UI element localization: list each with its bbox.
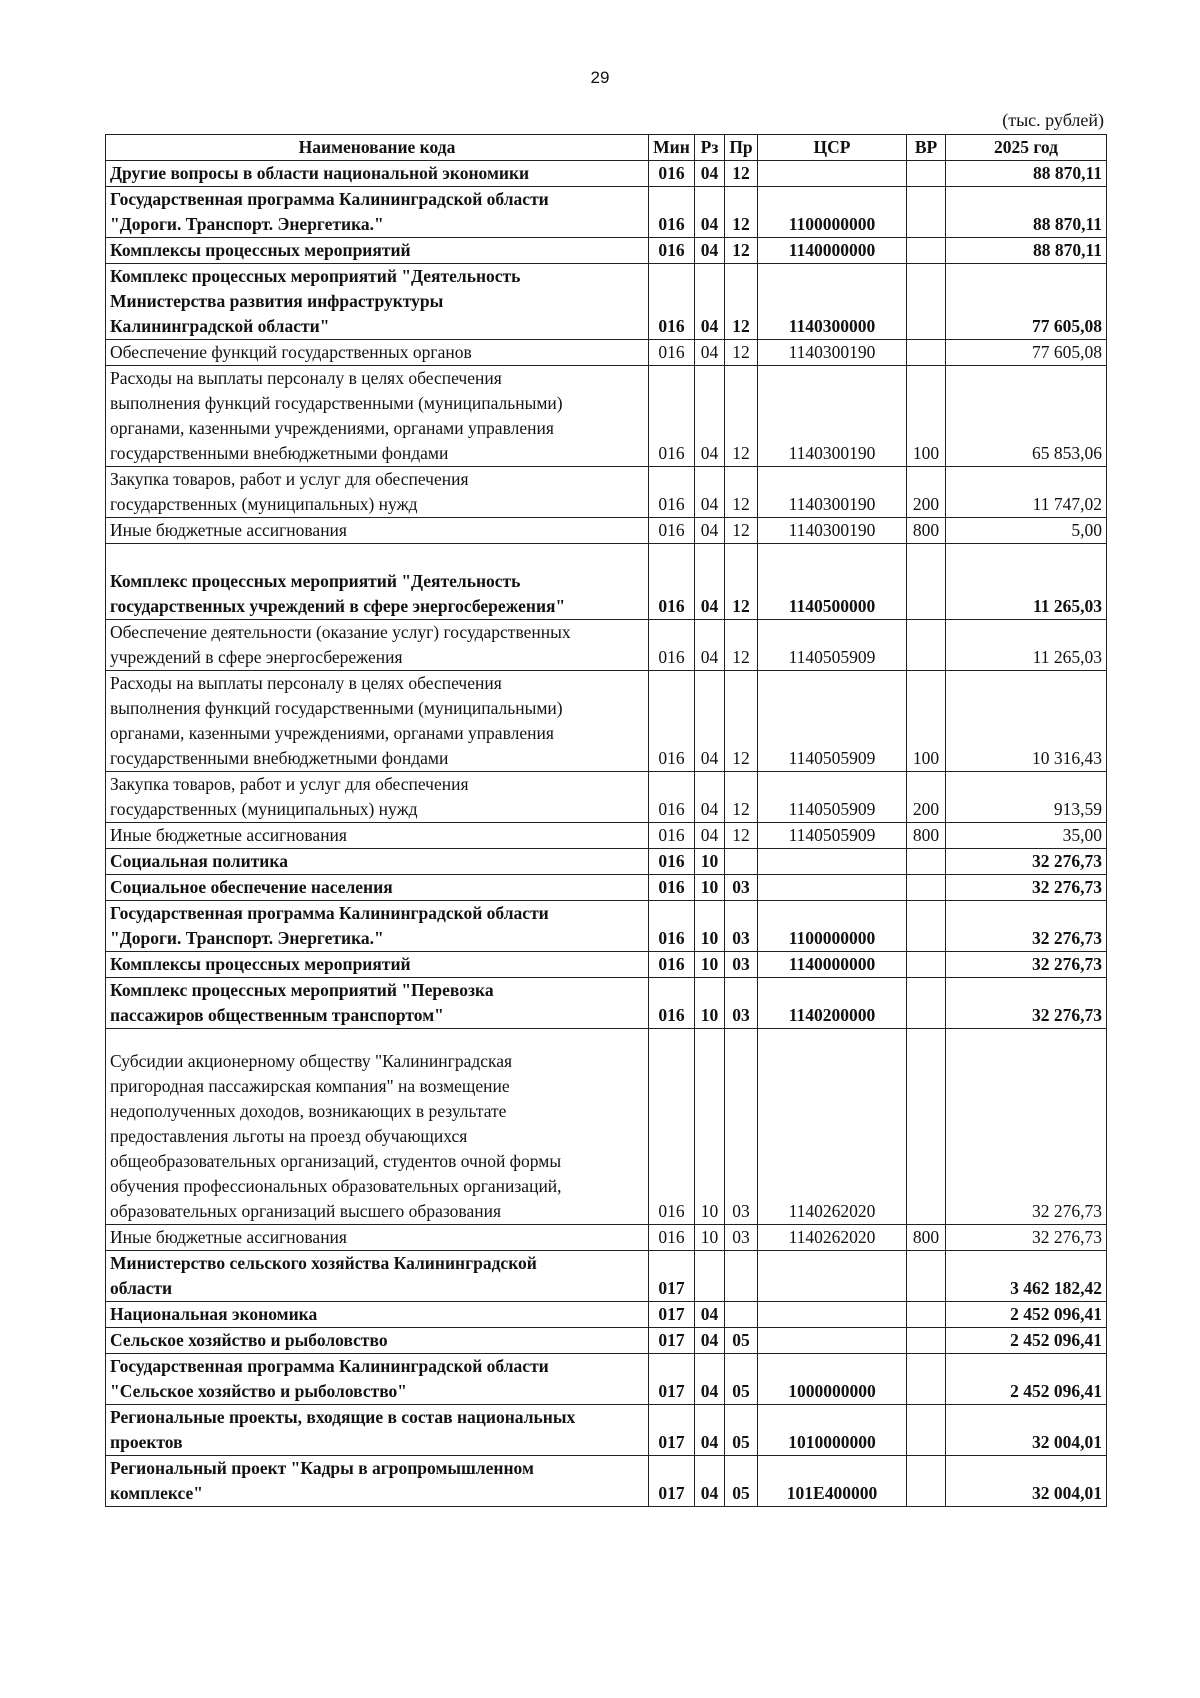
row-min: 016 bbox=[649, 875, 695, 901]
row-sum: 77 605,08 bbox=[946, 340, 1107, 366]
row-rz: 04 bbox=[695, 161, 725, 187]
row-vr: 200 bbox=[907, 772, 946, 823]
row-min: 016 bbox=[649, 823, 695, 849]
row-vr bbox=[907, 340, 946, 366]
row-csr: 1140262020 bbox=[758, 1029, 907, 1225]
row-sum: 32 276,73 bbox=[946, 849, 1107, 875]
row-min: 017 bbox=[649, 1405, 695, 1456]
table-row bbox=[106, 1328, 1107, 1354]
row-name: Расходы на выплаты персоналу в целях обеспечения выполнения функций государственными (муниципальными) органами, казенными учреждениями, органами управления государственными внебюджетными фондами bbox=[106, 671, 649, 772]
row-vr bbox=[907, 1302, 946, 1328]
row-vr: 100 bbox=[907, 366, 946, 467]
row-sum: 913,59 bbox=[946, 772, 1107, 823]
row-csr bbox=[758, 875, 907, 901]
row-name: Комплексы процессных мероприятий bbox=[106, 952, 649, 978]
row-pr: 12 bbox=[725, 544, 758, 620]
row-name: Субсидии акционерному обществу "Калининградская пригородная пассажирская компания" на возмещение недополученных доходов, возникающих в результате предоставления льготы на проезд обучающихся общеобразовательных организаций, студентов очной формы обучения профессиональных образовательных организаций, образовательных организаций высшего образования bbox=[106, 1029, 649, 1225]
row-rz: 04 bbox=[695, 467, 725, 518]
row-pr bbox=[725, 849, 758, 875]
row-pr: 03 bbox=[725, 1225, 758, 1251]
row-rz: 04 bbox=[695, 1302, 725, 1328]
row-rz: 04 bbox=[695, 187, 725, 238]
row-sum: 32 276,73 bbox=[946, 952, 1107, 978]
row-min: 017 bbox=[649, 1302, 695, 1328]
table-row bbox=[106, 264, 1107, 340]
row-vr bbox=[907, 1405, 946, 1456]
row-csr: 1140300190 bbox=[758, 340, 907, 366]
row-name: Сельское хозяйство и рыболовство bbox=[106, 1328, 649, 1354]
row-vr bbox=[907, 1354, 946, 1405]
row-min: 016 bbox=[649, 1029, 695, 1225]
row-name: Иные бюджетные ассигнования bbox=[106, 518, 649, 544]
row-vr bbox=[907, 161, 946, 187]
row-csr: 1140300000 bbox=[758, 264, 907, 340]
row-csr bbox=[758, 1302, 907, 1328]
row-min: 016 bbox=[649, 518, 695, 544]
row-rz: 10 bbox=[695, 849, 725, 875]
row-rz bbox=[695, 1251, 725, 1302]
row-sum: 32 276,73 bbox=[946, 875, 1107, 901]
row-name: Социальное обеспечение населения bbox=[106, 875, 649, 901]
row-csr: 1010000000 bbox=[758, 1405, 907, 1456]
row-sum: 88 870,11 bbox=[946, 238, 1107, 264]
row-min: 016 bbox=[649, 161, 695, 187]
table-row bbox=[106, 875, 1107, 901]
row-min: 016 bbox=[649, 366, 695, 467]
row-pr: 12 bbox=[725, 340, 758, 366]
table-header-row bbox=[106, 135, 1107, 161]
row-min: 016 bbox=[649, 187, 695, 238]
row-pr bbox=[725, 1302, 758, 1328]
row-csr: 1140500000 bbox=[758, 544, 907, 620]
table-row bbox=[106, 1251, 1107, 1302]
row-pr bbox=[725, 1251, 758, 1302]
row-min: 016 bbox=[649, 264, 695, 340]
table-row bbox=[106, 161, 1107, 187]
row-vr bbox=[907, 978, 946, 1029]
row-min: 016 bbox=[649, 671, 695, 772]
table-row bbox=[106, 187, 1107, 238]
row-csr: 101E400000 bbox=[758, 1456, 907, 1507]
row-csr: 1140262020 bbox=[758, 1225, 907, 1251]
row-csr: 1140505909 bbox=[758, 772, 907, 823]
row-rz: 04 bbox=[695, 340, 725, 366]
row-sum: 11 265,03 bbox=[946, 544, 1107, 620]
row-min: 016 bbox=[649, 238, 695, 264]
row-vr bbox=[907, 952, 946, 978]
row-rz: 04 bbox=[695, 671, 725, 772]
row-name: Иные бюджетные ассигнования bbox=[106, 823, 649, 849]
header-min: Мин bbox=[649, 135, 695, 161]
header-year: 2025 год bbox=[946, 135, 1107, 161]
row-rz: 04 bbox=[695, 366, 725, 467]
row-min: 017 bbox=[649, 1354, 695, 1405]
row-vr bbox=[907, 238, 946, 264]
row-name: Иные бюджетные ассигнования bbox=[106, 1225, 649, 1251]
row-csr bbox=[758, 849, 907, 875]
header-pr: Пр bbox=[725, 135, 758, 161]
row-vr bbox=[907, 901, 946, 952]
row-csr bbox=[758, 1328, 907, 1354]
row-pr: 12 bbox=[725, 238, 758, 264]
row-rz: 04 bbox=[695, 772, 725, 823]
row-csr: 1140300190 bbox=[758, 366, 907, 467]
row-sum: 5,00 bbox=[946, 518, 1107, 544]
row-rz: 10 bbox=[695, 1225, 725, 1251]
table-row bbox=[106, 1405, 1107, 1456]
page-number: 29 bbox=[590, 68, 610, 87]
header-name: Наименование кода bbox=[106, 135, 649, 161]
row-min: 017 bbox=[649, 1456, 695, 1507]
row-rz: 04 bbox=[695, 264, 725, 340]
row-sum: 2 452 096,41 bbox=[946, 1354, 1107, 1405]
table-row bbox=[106, 823, 1107, 849]
row-name: Другие вопросы в области национальной экономики bbox=[106, 161, 649, 187]
row-min: 016 bbox=[649, 901, 695, 952]
row-name: Обеспечение функций государственных органов bbox=[106, 340, 649, 366]
row-name: Обеспечение деятельности (оказание услуг) государственных учреждений в сфере энергосбережения bbox=[106, 620, 649, 671]
row-vr: 800 bbox=[907, 823, 946, 849]
row-vr bbox=[907, 849, 946, 875]
row-csr bbox=[758, 161, 907, 187]
row-vr bbox=[907, 1251, 946, 1302]
row-sum: 3 462 182,42 bbox=[946, 1251, 1107, 1302]
row-rz: 04 bbox=[695, 1405, 725, 1456]
row-min: 016 bbox=[649, 467, 695, 518]
row-pr: 03 bbox=[725, 901, 758, 952]
budget-table bbox=[105, 134, 1107, 1507]
table-row bbox=[106, 620, 1107, 671]
row-pr: 03 bbox=[725, 952, 758, 978]
row-rz: 10 bbox=[695, 978, 725, 1029]
row-pr: 12 bbox=[725, 518, 758, 544]
row-sum: 32 276,73 bbox=[946, 901, 1107, 952]
table-row bbox=[106, 978, 1107, 1029]
table-row bbox=[106, 238, 1107, 264]
units-label: (тыс. рублей) bbox=[1002, 110, 1104, 130]
row-name: Государственная программа Калининградской области "Сельское хозяйство и рыболовство" bbox=[106, 1354, 649, 1405]
row-pr: 12 bbox=[725, 671, 758, 772]
row-csr: 1140000000 bbox=[758, 952, 907, 978]
row-vr bbox=[907, 264, 946, 340]
row-pr: 12 bbox=[725, 161, 758, 187]
row-min: 016 bbox=[649, 340, 695, 366]
row-csr: 1100000000 bbox=[758, 901, 907, 952]
row-name: Закупка товаров, работ и услуг для обеспечения государственных (муниципальных) нужд bbox=[106, 467, 649, 518]
table-row bbox=[106, 849, 1107, 875]
row-csr: 1140300190 bbox=[758, 518, 907, 544]
row-min: 016 bbox=[649, 978, 695, 1029]
row-sum: 11 265,03 bbox=[946, 620, 1107, 671]
table-row bbox=[106, 1225, 1107, 1251]
row-sum: 77 605,08 bbox=[946, 264, 1107, 340]
row-vr bbox=[907, 1456, 946, 1507]
row-min: 016 bbox=[649, 544, 695, 620]
row-rz: 10 bbox=[695, 875, 725, 901]
row-rz: 04 bbox=[695, 1328, 725, 1354]
table-row bbox=[106, 1354, 1107, 1405]
row-sum: 35,00 bbox=[946, 823, 1107, 849]
table-row bbox=[106, 901, 1107, 952]
row-name: Комплекс процессных мероприятий "Деятельность Министерства развития инфраструктуры Калининградской области" bbox=[106, 264, 649, 340]
table-row bbox=[106, 671, 1107, 772]
row-rz: 04 bbox=[695, 544, 725, 620]
row-name: Социальная политика bbox=[106, 849, 649, 875]
row-vr: 800 bbox=[907, 1225, 946, 1251]
row-min: 016 bbox=[649, 620, 695, 671]
row-name: Национальная экономика bbox=[106, 1302, 649, 1328]
row-rz: 04 bbox=[695, 620, 725, 671]
row-csr: 1000000000 bbox=[758, 1354, 907, 1405]
row-rz: 04 bbox=[695, 1456, 725, 1507]
row-pr: 03 bbox=[725, 1029, 758, 1225]
header-vr: ВР bbox=[907, 135, 946, 161]
table-row bbox=[106, 1456, 1107, 1507]
row-csr bbox=[758, 1251, 907, 1302]
row-min: 017 bbox=[649, 1251, 695, 1302]
row-rz: 04 bbox=[695, 518, 725, 544]
table-row bbox=[106, 366, 1107, 467]
table-row bbox=[106, 952, 1107, 978]
row-csr: 1140300190 bbox=[758, 467, 907, 518]
row-name: Закупка товаров, работ и услуг для обеспечения государственных (муниципальных) нужд bbox=[106, 772, 649, 823]
row-vr bbox=[907, 187, 946, 238]
row-min: 016 bbox=[649, 772, 695, 823]
row-name: Региональные проекты, входящие в состав национальных проектов bbox=[106, 1405, 649, 1456]
row-rz: 04 bbox=[695, 238, 725, 264]
table-row bbox=[106, 544, 1107, 620]
row-vr: 800 bbox=[907, 518, 946, 544]
row-pr: 03 bbox=[725, 875, 758, 901]
row-rz: 04 bbox=[695, 1354, 725, 1405]
row-sum: 10 316,43 bbox=[946, 671, 1107, 772]
row-min: 016 bbox=[649, 849, 695, 875]
row-pr: 05 bbox=[725, 1328, 758, 1354]
row-pr: 05 bbox=[725, 1405, 758, 1456]
row-min: 016 bbox=[649, 952, 695, 978]
row-pr: 12 bbox=[725, 264, 758, 340]
row-sum: 65 853,06 bbox=[946, 366, 1107, 467]
row-pr: 12 bbox=[725, 467, 758, 518]
table-row bbox=[106, 772, 1107, 823]
row-rz: 10 bbox=[695, 901, 725, 952]
row-pr: 12 bbox=[725, 772, 758, 823]
table-row bbox=[106, 467, 1107, 518]
row-sum: 11 747,02 bbox=[946, 467, 1107, 518]
row-name: Комплекс процессных мероприятий "Деятельность государственных учреждений в сфере энергосбережения" bbox=[106, 544, 649, 620]
row-csr: 1140505909 bbox=[758, 620, 907, 671]
header-rz: Рз bbox=[695, 135, 725, 161]
row-vr: 100 bbox=[907, 671, 946, 772]
row-csr: 1100000000 bbox=[758, 187, 907, 238]
row-sum: 2 452 096,41 bbox=[946, 1328, 1107, 1354]
row-vr bbox=[907, 875, 946, 901]
row-pr: 12 bbox=[725, 366, 758, 467]
row-name: Расходы на выплаты персоналу в целях обеспечения выполнения функций государственными (муниципальными) органами, казенными учреждениями, органами управления государственными внебюджетными фондами bbox=[106, 366, 649, 467]
row-sum: 32 004,01 bbox=[946, 1456, 1107, 1507]
row-name: Комплексы процессных мероприятий bbox=[106, 238, 649, 264]
row-sum: 32 276,73 bbox=[946, 1029, 1107, 1225]
row-min: 016 bbox=[649, 1225, 695, 1251]
row-rz: 04 bbox=[695, 823, 725, 849]
row-name: Министерство сельского хозяйства Калининградской области bbox=[106, 1251, 649, 1302]
header-csr: ЦСР bbox=[758, 135, 907, 161]
row-sum: 32 004,01 bbox=[946, 1405, 1107, 1456]
row-name: Государственная программа Калининградской области "Дороги. Транспорт. Энергетика." bbox=[106, 187, 649, 238]
row-vr: 200 bbox=[907, 467, 946, 518]
row-sum: 88 870,11 bbox=[946, 161, 1107, 187]
row-pr: 05 bbox=[725, 1456, 758, 1507]
row-pr: 03 bbox=[725, 978, 758, 1029]
row-name: Государственная программа Калининградской области "Дороги. Транспорт. Энергетика." bbox=[106, 901, 649, 952]
row-vr bbox=[907, 1328, 946, 1354]
row-csr: 1140505909 bbox=[758, 671, 907, 772]
row-sum: 88 870,11 bbox=[946, 187, 1107, 238]
row-vr bbox=[907, 544, 946, 620]
row-sum: 32 276,73 bbox=[946, 978, 1107, 1029]
row-vr bbox=[907, 620, 946, 671]
row-min: 017 bbox=[649, 1328, 695, 1354]
row-pr: 12 bbox=[725, 187, 758, 238]
row-sum: 32 276,73 bbox=[946, 1225, 1107, 1251]
row-csr: 1140505909 bbox=[758, 823, 907, 849]
row-rz: 10 bbox=[695, 952, 725, 978]
table-row bbox=[106, 1302, 1107, 1328]
table-row bbox=[106, 518, 1107, 544]
row-pr: 05 bbox=[725, 1354, 758, 1405]
row-rz: 10 bbox=[695, 1029, 725, 1225]
row-name: Комплекс процессных мероприятий "Перевозка пассажиров общественным транспортом" bbox=[106, 978, 649, 1029]
row-csr: 1140000000 bbox=[758, 238, 907, 264]
table-row bbox=[106, 340, 1107, 366]
row-sum: 2 452 096,41 bbox=[946, 1302, 1107, 1328]
row-csr: 1140200000 bbox=[758, 978, 907, 1029]
row-pr: 12 bbox=[725, 823, 758, 849]
row-vr bbox=[907, 1029, 946, 1225]
row-name: Региональный проект "Кадры в агропромышленном комплексе" bbox=[106, 1456, 649, 1507]
table-row bbox=[106, 1029, 1107, 1225]
row-pr: 12 bbox=[725, 620, 758, 671]
